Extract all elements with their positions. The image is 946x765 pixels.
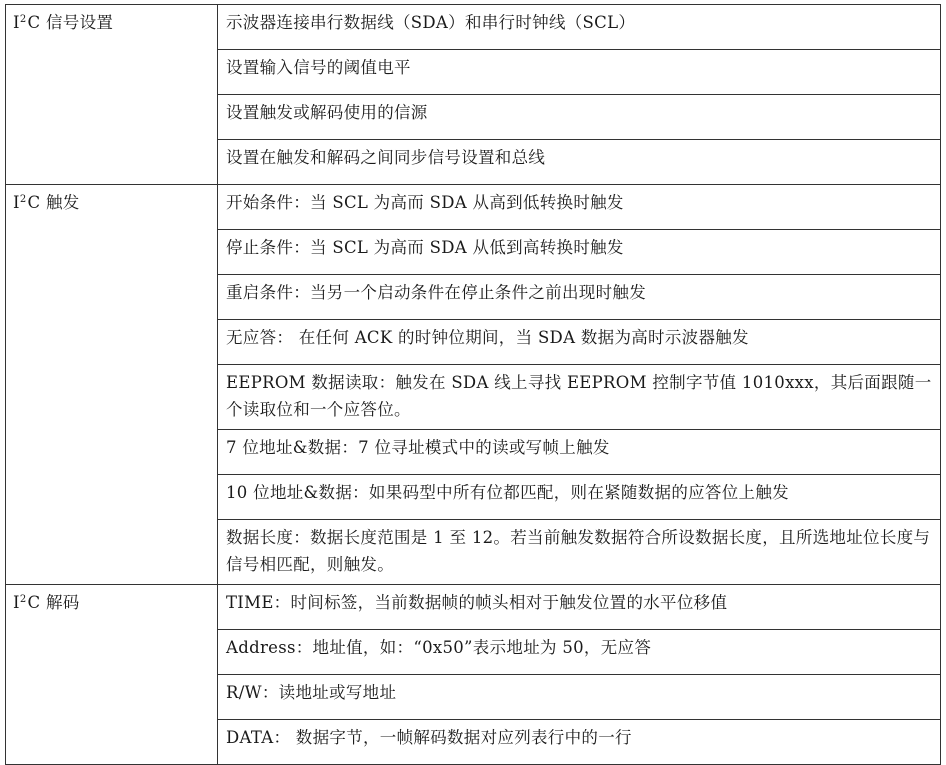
title-rest: C 解码 <box>27 593 80 612</box>
title-rest: C 触发 <box>27 193 80 212</box>
table-row <box>6 585 941 630</box>
title-sup: 2 <box>19 594 27 605</box>
title-rest: C 信号设置 <box>27 13 114 32</box>
table-cell: TIME：时间标签，当前数据帧的帧头相对于触发位置的水平位移值 <box>218 585 941 630</box>
table-cell: 重启条件：当另一个启动条件在停止条件之前出现时触发 <box>218 275 941 320</box>
title-sup: 2 <box>19 14 27 25</box>
table-cell: DATA： 数据字节，一帧解码数据对应列表行中的一行 <box>218 720 941 765</box>
table-cell: 设置在触发和解码之间同步信号设置和总线 <box>218 140 941 185</box>
table-cell: 开始条件：当 SCL 为高而 SDA 从高到低转换时触发 <box>218 185 941 230</box>
section-title-trigger <box>6 185 218 585</box>
table-cell: 停止条件：当 SCL 为高而 SDA 从低到高转换时触发 <box>218 230 941 275</box>
table-row <box>6 185 941 230</box>
section-title-signal-setup <box>6 5 218 185</box>
table-cell: Address：地址值，如：“0x50”表示地址为 50，无应答 <box>218 630 941 675</box>
title-prefix: I <box>13 193 20 212</box>
table-cell: R/W：读地址或写地址 <box>218 675 941 720</box>
table-cell: 7 位地址&数据：7 位寻址模式中的读或写帧上触发 <box>218 430 941 475</box>
table-cell: 示波器连接串行数据线（SDA）和串行时钟线（SCL） <box>218 5 941 50</box>
table-cell: EEPROM 数据读取：触发在 SDA 线上寻找 EEPROM 控制字节值 1010xxx，其后面跟随一个读取位和一个应答位。 <box>218 365 941 430</box>
title-sup: 2 <box>19 194 27 205</box>
table-row <box>6 5 941 50</box>
table-cell: 设置输入信号的阈值电平 <box>218 50 941 95</box>
table-cell: 无应答： 在任何 ACK 的时钟位期间，当 SDA 数据为高时示波器触发 <box>218 320 941 365</box>
table-cell: 设置触发或解码使用的信源 <box>218 95 941 140</box>
spec-table <box>5 4 941 765</box>
table-cell: 10 位地址&数据：如果码型中所有位都匹配，则在紧随数据的应答位上触发 <box>218 475 941 520</box>
title-prefix: I <box>13 593 20 612</box>
title-prefix: I <box>13 13 20 32</box>
section-title-decode <box>6 585 218 765</box>
table-cell: 数据长度：数据长度范围是 1 至 12。若当前触发数据符合所设数据长度，且所选地址位长度与信号相匹配，则触发。 <box>218 520 941 585</box>
